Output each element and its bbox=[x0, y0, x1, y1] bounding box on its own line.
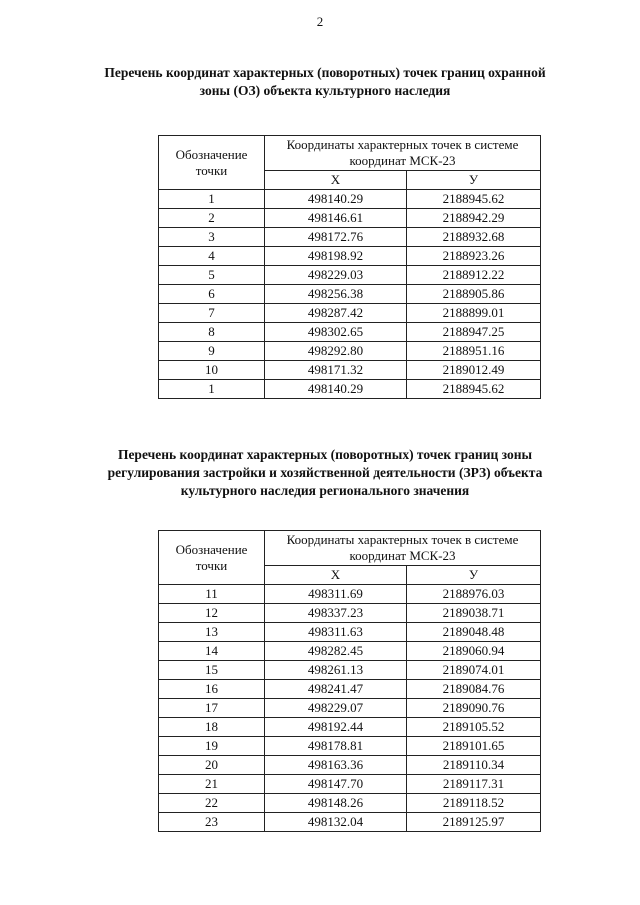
point-cell: 22 bbox=[159, 794, 265, 813]
section-title-oz: Перечень координат характерных (поворотных) точек границ охранной зоны (ОЗ) объекта культурного наследия bbox=[104, 65, 546, 98]
x-coordinate-cell: 498287.42 bbox=[265, 304, 407, 323]
y-coordinate-cell: 2189074.01 bbox=[407, 661, 541, 680]
point-cell: 1 bbox=[159, 380, 265, 399]
point-cell: 7 bbox=[159, 304, 265, 323]
y-coordinate-cell: 2189118.52 bbox=[407, 794, 541, 813]
point-cell: 19 bbox=[159, 737, 265, 756]
x-coordinate-cell: 498256.38 bbox=[265, 285, 407, 304]
point-cell: 16 bbox=[159, 680, 265, 699]
table-row bbox=[159, 737, 541, 756]
x-coordinate-cell: 498302.65 bbox=[265, 323, 407, 342]
header-coordinates-system: Координаты характерных точек в системе координат МСК-23 bbox=[265, 136, 541, 171]
y-coordinate-cell: 2189110.34 bbox=[407, 756, 541, 775]
y-coordinate-cell: 2189090.76 bbox=[407, 699, 541, 718]
header-point-designation: Обозначение точки bbox=[159, 531, 265, 585]
table-row bbox=[159, 361, 541, 380]
point-cell: 17 bbox=[159, 699, 265, 718]
x-coordinate-cell: 498163.36 bbox=[265, 756, 407, 775]
y-coordinate-cell: 2188945.62 bbox=[407, 380, 541, 399]
x-coordinate-cell: 498132.04 bbox=[265, 813, 407, 832]
point-cell: 3 bbox=[159, 228, 265, 247]
coordinates-table-oz bbox=[158, 135, 541, 399]
point-cell: 23 bbox=[159, 813, 265, 832]
x-coordinate-cell: 498172.76 bbox=[265, 228, 407, 247]
point-cell: 6 bbox=[159, 285, 265, 304]
x-coordinate-cell: 498282.45 bbox=[265, 642, 407, 661]
header-x: X bbox=[265, 171, 407, 190]
header-coordinates-system: Координаты характерных точек в системе координат МСК-23 bbox=[265, 531, 541, 566]
header-point-designation: Обозначение точки bbox=[159, 136, 265, 190]
x-coordinate-cell: 498148.26 bbox=[265, 794, 407, 813]
x-coordinate-cell: 498261.13 bbox=[265, 661, 407, 680]
x-coordinate-cell: 498140.29 bbox=[265, 380, 407, 399]
y-coordinate-cell: 2188947.25 bbox=[407, 323, 541, 342]
section-title-zrz: Перечень координат характерных (поворотных) точек границ зоны регулирования застройки и хозяйственной деятельности (ЗРЗ) объекта культурного наследия регионального значения bbox=[107, 447, 543, 498]
point-cell: 12 bbox=[159, 604, 265, 623]
header-x: X bbox=[265, 566, 407, 585]
y-coordinate-cell: 2189117.31 bbox=[407, 775, 541, 794]
point-cell: 20 bbox=[159, 756, 265, 775]
table-row bbox=[159, 604, 541, 623]
x-coordinate-cell: 498146.61 bbox=[265, 209, 407, 228]
x-coordinate-cell: 498178.81 bbox=[265, 737, 407, 756]
table-row bbox=[159, 661, 541, 680]
y-coordinate-cell: 2189084.76 bbox=[407, 680, 541, 699]
point-cell: 21 bbox=[159, 775, 265, 794]
table-body bbox=[159, 585, 541, 832]
y-coordinate-cell: 2188905.86 bbox=[407, 285, 541, 304]
point-cell: 1 bbox=[159, 190, 265, 209]
table-row bbox=[159, 699, 541, 718]
x-coordinate-cell: 498311.69 bbox=[265, 585, 407, 604]
header-y: У bbox=[407, 566, 541, 585]
table-row bbox=[159, 342, 541, 361]
table-row bbox=[159, 585, 541, 604]
table-row bbox=[159, 247, 541, 266]
table-row bbox=[159, 380, 541, 399]
x-coordinate-cell: 498229.07 bbox=[265, 699, 407, 718]
coordinates-table-zrz bbox=[158, 530, 541, 832]
y-coordinate-cell: 2188899.01 bbox=[407, 304, 541, 323]
x-coordinate-cell: 498171.32 bbox=[265, 361, 407, 380]
y-coordinate-cell: 2189038.71 bbox=[407, 604, 541, 623]
x-coordinate-cell: 498311.63 bbox=[265, 623, 407, 642]
point-cell: 15 bbox=[159, 661, 265, 680]
point-cell: 4 bbox=[159, 247, 265, 266]
point-cell: 11 bbox=[159, 585, 265, 604]
y-coordinate-cell: 2189048.48 bbox=[407, 623, 541, 642]
y-coordinate-cell: 2189105.52 bbox=[407, 718, 541, 737]
table-row bbox=[159, 285, 541, 304]
x-coordinate-cell: 498241.47 bbox=[265, 680, 407, 699]
table-row bbox=[159, 642, 541, 661]
x-coordinate-cell: 498140.29 bbox=[265, 190, 407, 209]
table-body bbox=[159, 190, 541, 399]
header-y: У bbox=[407, 171, 541, 190]
table-row bbox=[159, 775, 541, 794]
point-cell: 14 bbox=[159, 642, 265, 661]
y-coordinate-cell: 2188923.26 bbox=[407, 247, 541, 266]
table-row bbox=[159, 228, 541, 247]
point-cell: 2 bbox=[159, 209, 265, 228]
point-cell: 13 bbox=[159, 623, 265, 642]
y-coordinate-cell: 2188932.68 bbox=[407, 228, 541, 247]
table-row bbox=[159, 623, 541, 642]
table-row bbox=[159, 718, 541, 737]
table-row bbox=[159, 323, 541, 342]
page-number: 2 bbox=[316, 14, 324, 29]
x-coordinate-cell: 498192.44 bbox=[265, 718, 407, 737]
y-coordinate-cell: 2188942.29 bbox=[407, 209, 541, 228]
x-coordinate-cell: 498229.03 bbox=[265, 266, 407, 285]
y-coordinate-cell: 2188912.22 bbox=[407, 266, 541, 285]
y-coordinate-cell: 2189012.49 bbox=[407, 361, 541, 380]
table-row bbox=[159, 209, 541, 228]
table-row bbox=[159, 680, 541, 699]
y-coordinate-cell: 2189101.65 bbox=[407, 737, 541, 756]
table-row bbox=[159, 794, 541, 813]
table-row bbox=[159, 304, 541, 323]
table-row bbox=[159, 190, 541, 209]
x-coordinate-cell: 498337.23 bbox=[265, 604, 407, 623]
point-cell: 18 bbox=[159, 718, 265, 737]
point-cell: 5 bbox=[159, 266, 265, 285]
table-row bbox=[159, 266, 541, 285]
y-coordinate-cell: 2189125.97 bbox=[407, 813, 541, 832]
point-cell: 9 bbox=[159, 342, 265, 361]
y-coordinate-cell: 2188945.62 bbox=[407, 190, 541, 209]
table-row bbox=[159, 756, 541, 775]
x-coordinate-cell: 498147.70 bbox=[265, 775, 407, 794]
x-coordinate-cell: 498198.92 bbox=[265, 247, 407, 266]
y-coordinate-cell: 2188976.03 bbox=[407, 585, 541, 604]
point-cell: 10 bbox=[159, 361, 265, 380]
x-coordinate-cell: 498292.80 bbox=[265, 342, 407, 361]
y-coordinate-cell: 2188951.16 bbox=[407, 342, 541, 361]
point-cell: 8 bbox=[159, 323, 265, 342]
y-coordinate-cell: 2189060.94 bbox=[407, 642, 541, 661]
table-row bbox=[159, 813, 541, 832]
